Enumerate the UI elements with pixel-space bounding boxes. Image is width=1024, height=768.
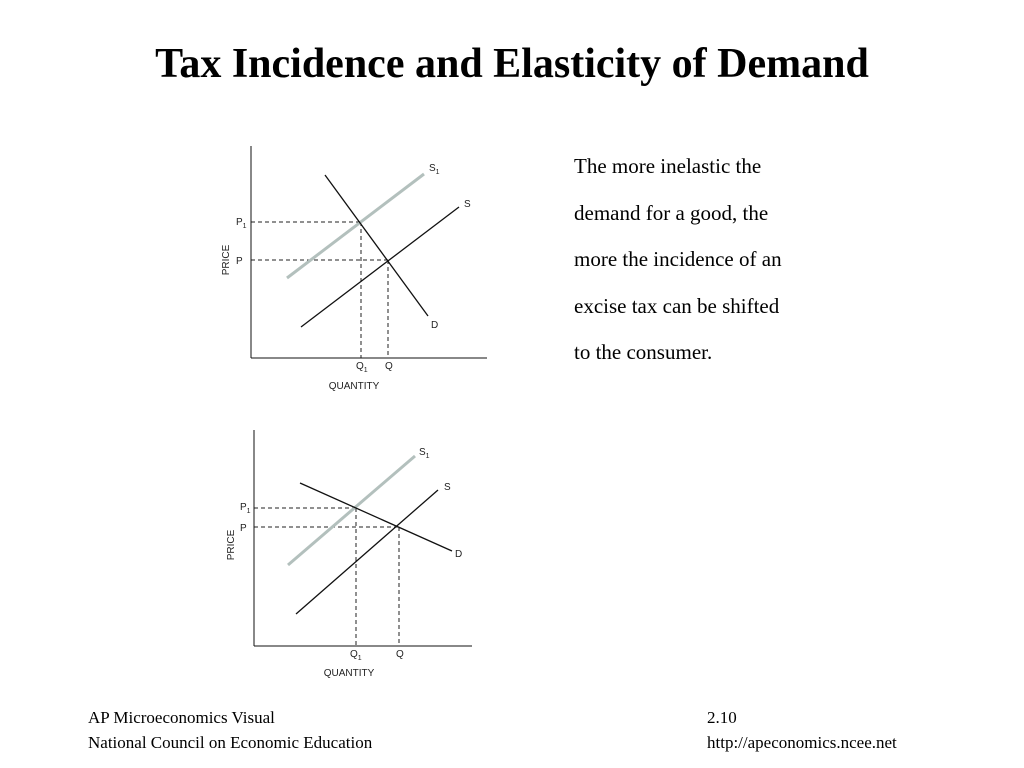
s1-label <box>419 447 430 460</box>
p1-label <box>240 502 251 515</box>
description-line: more the incidence of an <box>574 247 782 271</box>
q1-subscript: 1 <box>363 367 368 374</box>
description-line: excise tax can be shifted <box>574 293 780 318</box>
s-label: S <box>444 482 451 493</box>
description-line: to the consumer. <box>574 340 713 364</box>
q-label: Q <box>396 649 404 660</box>
y-axis-label: PRICE <box>221 244 232 276</box>
q1-text: Q <box>350 649 358 660</box>
description-line: The more inelastic the <box>574 154 762 178</box>
footer-slide-number: 2.10 <box>707 708 737 727</box>
p1-subscript: 1 <box>246 508 251 515</box>
description-line: demand for a good, the <box>574 200 769 225</box>
supply-curve <box>296 490 438 614</box>
q1-subscript: 1 <box>357 655 362 662</box>
footer-left <box>88 705 372 755</box>
footer-course: AP Microeconomics Visual <box>88 708 275 727</box>
s1-text: S <box>419 447 426 458</box>
footer-organization: National Council on Economic Education <box>88 733 373 752</box>
x-axis-label: QUANTITY <box>328 381 380 392</box>
s1-subscript: 1 <box>435 169 440 176</box>
s1-subscript: 1 <box>425 453 430 460</box>
p1-subscript: 1 <box>242 223 247 230</box>
q1-text: Q <box>356 361 364 372</box>
s-label: S <box>464 199 471 210</box>
p-label: P <box>240 523 247 534</box>
slide-title: Tax Incidence and Elasticity of Demand <box>155 41 869 87</box>
footer-right <box>707 705 897 755</box>
shifted-supply-curve <box>288 456 415 565</box>
d-label: D <box>431 320 439 331</box>
y-axis-label: PRICE <box>226 529 237 561</box>
q1-label <box>350 649 362 662</box>
p1-text: P <box>240 502 247 513</box>
q-label: Q <box>385 361 393 372</box>
s1-text: S <box>429 163 436 174</box>
p1-text: P <box>236 217 243 228</box>
footer-url: http://apeconomics.ncee.net <box>707 733 897 752</box>
p-label: P <box>236 256 243 267</box>
demand-curve <box>300 483 452 551</box>
d-label: D <box>455 549 463 560</box>
x-axis-label: QUANTITY <box>323 668 375 679</box>
